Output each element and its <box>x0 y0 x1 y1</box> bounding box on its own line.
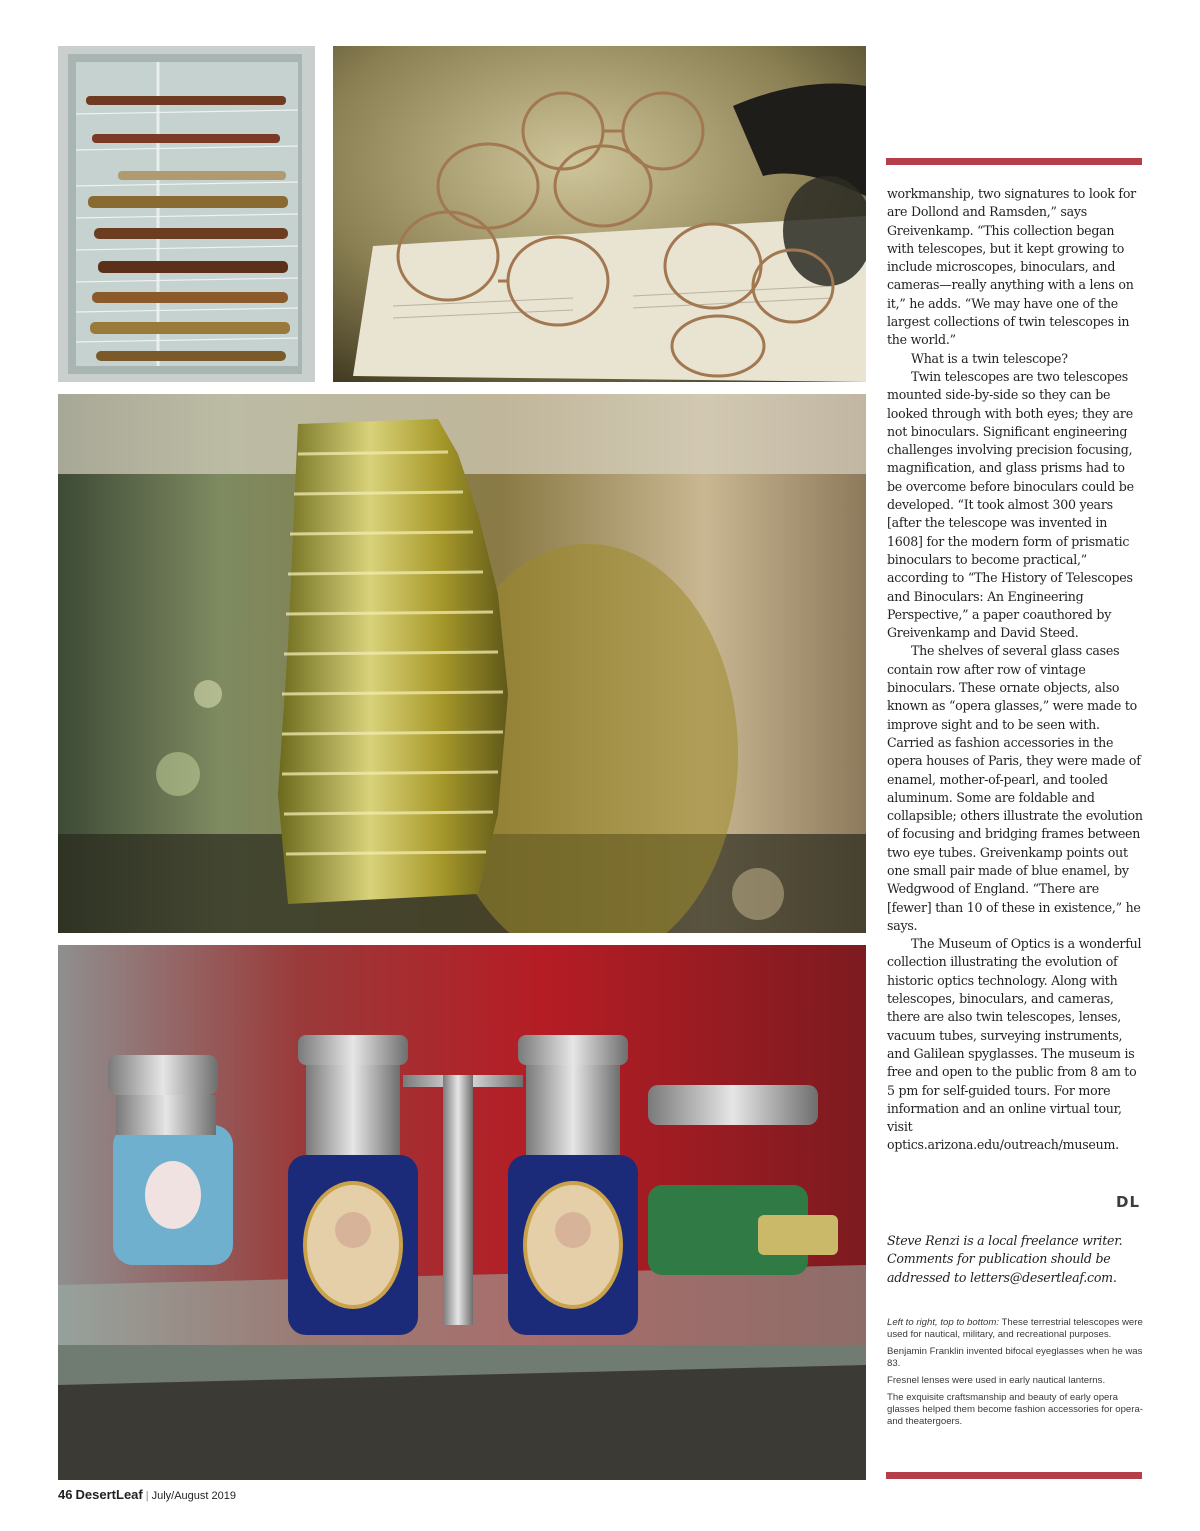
page-number: 46 <box>58 1487 73 1502</box>
footer-separator: | <box>145 1490 149 1502</box>
caption-eyeglasses: Benjamin Franklin invented bifocal eyeglasses when he was 83. <box>887 1345 1143 1370</box>
caption-telescopes <box>887 1317 1143 1341</box>
bottom-accent-rule <box>886 1472 1142 1479</box>
telescope-case-photo <box>58 46 315 382</box>
fresnel-lens-photo <box>58 394 866 933</box>
magazine-name: DesertLeaf <box>75 1487 143 1502</box>
article-paragraph: What is a twin telescope? <box>911 350 1068 366</box>
author-bio: Steve Renzi is a local freelance writer. Comments for publication should be addressed to letters@desertleaf.com. <box>887 1233 1123 1285</box>
opera-glasses-photo <box>58 945 866 1480</box>
caption-opera-glasses: The exquisite craftsmanship and beauty of early opera glasses helped them become fashion accessories for opera- and theatergoers. <box>887 1391 1143 1427</box>
eyeglasses-photo <box>333 46 866 382</box>
article-paragraph: workmanship, two signatures to look for are Dollond and Ramsden,” says Greivenkamp. “This collection began with telescopes, but it kept growing to include microscopes, binoculars, and cameras—really anything with a lens on it,” he adds. “We may have one of the largest collections of twin telescopes in the world.” <box>887 186 1136 348</box>
caption-fresnel: Fresnel lenses were used in early nautical lanterns. <box>887 1374 1106 1386</box>
article-paragraph: Twin telescopes are two telescopes mounted side-by-side so they can be looked through with both eyes; they are not binoculars. Significant engineering challenges involving precision focusing, magnification, and glass prisms had to be overcome before binoculars could be developed. “It took almost 300 years [after the telescope was invented in 1608] for the modern form of prismatic binoculars to become practical,” according to “The History of Telescopes and Binoculars: An Engineering Perspective,” a paper coauthored by Greivenkamp and David Steed. <box>887 368 1134 641</box>
article-body <box>887 185 1143 1155</box>
caption-text: These terrestrial telescopes were used for nautical, military, and recreational purposes. <box>887 1317 1143 1341</box>
caption-lead: Left to right, top to bottom: <box>887 1317 999 1328</box>
end-mark-logo: DL <box>1116 1193 1141 1211</box>
article-paragraph: The shelves of several glass cases contain row after row of vintage binoculars. These ornate objects, also known as “opera glasses,” were made to improve sight and to be seen with. Carried as fashion accessories in the opera houses of Paris, they were made of enamel, mother-of-pearl, and tooled aluminum. Some are foldable and collapsible; others illustrate the evolution of focusing and bridging frames between two eye tubes. Greivenkamp points out one small pair made of blue enamel, by Wedgwood of England. “There are [fewer] than 10 of these in existence,” he says. <box>887 643 1143 933</box>
issue-date: July/August 2019 <box>151 1490 236 1502</box>
page-footer <box>58 1487 236 1502</box>
top-accent-rule <box>886 158 1142 165</box>
photo-captions <box>887 1317 1143 1433</box>
article-paragraph: The Museum of Optics is a wonderful collection illustrating the evolution of historic optics technology. Along with telescopes, binoculars, and cameras, there are also twin telescopes, lenses, vacuum tubes, surveying instruments, and Galilean spyglasses. The museum is free and open to the public from 8 am to 5 pm for self-guided tours. For more information and an online virtual tour, visit optics.arizona.edu/outreach/museum. <box>887 936 1142 1153</box>
